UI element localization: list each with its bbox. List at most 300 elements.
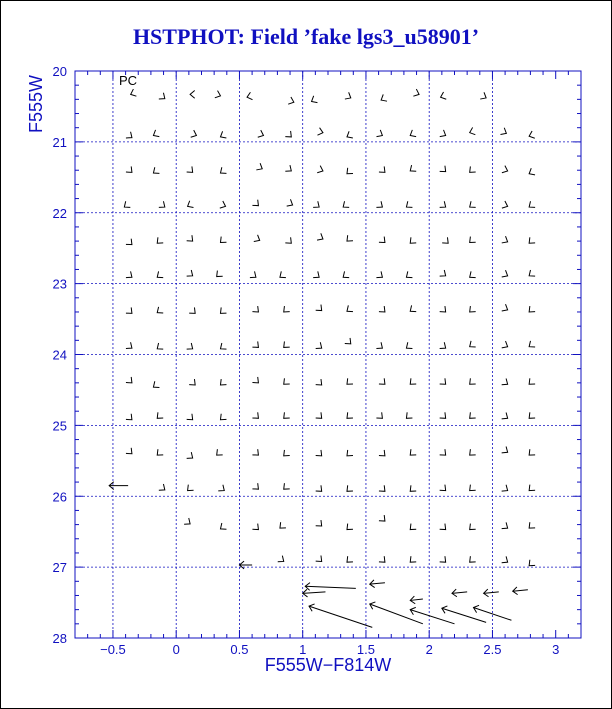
vector-mark [410, 130, 416, 137]
vector-mark [126, 239, 132, 245]
vector-head [470, 306, 476, 312]
vector-mark [217, 271, 223, 277]
vector-mark [529, 237, 535, 243]
vector-head [252, 341, 258, 347]
vector-mark [347, 235, 353, 241]
vector-head [347, 305, 353, 311]
vector-head [217, 449, 223, 455]
vector-head [189, 379, 195, 385]
vector-head [470, 524, 476, 530]
vector-mark [254, 235, 260, 242]
vector-mark [187, 270, 193, 276]
vector-mark [220, 523, 226, 529]
vector-head [312, 96, 318, 103]
vector-head [376, 412, 382, 418]
vector-mark [157, 271, 163, 277]
vector-mark [345, 92, 351, 99]
vector-mark [126, 271, 132, 277]
vector-mark [502, 556, 508, 562]
vector-head [529, 522, 535, 528]
vector-mark [502, 412, 508, 418]
vector-mark [410, 165, 416, 171]
vector-mark [502, 447, 508, 453]
vector-mark [184, 518, 190, 524]
vector-mark [159, 201, 165, 207]
vector-mark [529, 131, 535, 138]
vector-head [502, 201, 508, 208]
vector-head [470, 378, 476, 384]
vector-head [470, 556, 476, 562]
vector-mark [126, 377, 132, 383]
vector-mark [347, 524, 353, 530]
vector-mark [502, 341, 508, 348]
vector-mark [370, 580, 385, 588]
vector-mark [316, 342, 322, 348]
vector-mark [187, 452, 193, 458]
vector-mark [529, 201, 535, 207]
vector-mark [316, 412, 322, 418]
vector-mark [440, 130, 446, 137]
vector-mark [278, 556, 284, 562]
vector-mark [187, 235, 193, 241]
vector-mark [126, 342, 132, 348]
vector-mark [284, 378, 290, 384]
vector-mark [470, 449, 476, 455]
vector-head [480, 92, 486, 99]
vector-mark [252, 377, 258, 383]
vector-mark [159, 484, 165, 490]
vector-head [256, 163, 262, 170]
vector-mark [187, 343, 193, 349]
vector-head [287, 199, 293, 206]
vector-mark [376, 201, 382, 207]
vector-mark [220, 307, 226, 313]
vector-head [440, 556, 446, 562]
vector-mark [252, 200, 258, 206]
vector-mark [303, 589, 326, 597]
vector-mark [312, 96, 318, 103]
vector-mark [440, 449, 446, 455]
vector-head [376, 201, 382, 207]
vector-mark [470, 127, 476, 134]
vector-mark [288, 97, 294, 104]
vector-mark [285, 237, 291, 243]
vector-head [187, 414, 193, 420]
vector-mark [529, 485, 535, 491]
vector-mark [153, 167, 159, 173]
vector-mark [126, 132, 132, 138]
vector-head [252, 449, 258, 455]
vector-head [280, 522, 286, 528]
vector-mark [284, 341, 290, 347]
vector-shaft [513, 590, 528, 591]
vector-shaft [410, 599, 423, 600]
vector-mark [502, 166, 508, 173]
y-tick-label: 23 [52, 276, 67, 292]
vector-head [347, 378, 353, 384]
vector-head [376, 271, 382, 277]
vector-head [220, 379, 226, 385]
vector-mark [529, 306, 535, 312]
vector-mark [377, 130, 383, 137]
vector-head [406, 201, 412, 207]
vector-mark [379, 378, 385, 384]
grid-lines [75, 71, 581, 638]
vector-shaft [442, 608, 486, 622]
vector-mark [157, 237, 163, 243]
vector-head [126, 132, 132, 138]
y-tick-label: 21 [52, 134, 67, 150]
vector-head [153, 381, 159, 387]
vector-mark [190, 91, 195, 99]
vector-mark [215, 91, 221, 98]
vector-head [285, 237, 291, 243]
vector-mark [126, 166, 132, 172]
vector-mark [470, 341, 476, 347]
vector-mark [252, 524, 258, 530]
vector-head [189, 307, 195, 313]
vector-mark [347, 131, 353, 138]
vector-mark [280, 522, 286, 528]
vector-mark [410, 485, 416, 491]
vector-mark [513, 587, 528, 595]
vector-head [126, 166, 132, 172]
vector-mark [452, 589, 467, 597]
vector-head [252, 524, 258, 530]
vector-mark [258, 130, 264, 137]
vector-shaft [370, 583, 385, 584]
vector-mark [250, 271, 256, 277]
vector-mark [189, 307, 195, 313]
vector-head [440, 270, 446, 276]
vector-head [470, 271, 476, 277]
y-axis-title: F555W [26, 74, 46, 134]
vector-mark [406, 412, 412, 418]
vector-mark [347, 450, 353, 456]
vector-mark [218, 485, 224, 491]
vector-head [502, 166, 508, 173]
vector-mark [529, 168, 535, 175]
vector-head [316, 305, 322, 311]
vector-head [343, 271, 349, 277]
vector-mark [124, 201, 130, 207]
vector-head [187, 270, 193, 276]
panel-label: PC [118, 73, 138, 89]
vector-head [470, 341, 476, 347]
vector-head [343, 201, 349, 207]
vector-head [529, 560, 535, 566]
vector-head [220, 414, 226, 420]
vector-head [406, 271, 412, 277]
vector-head [440, 201, 446, 207]
vector-head [410, 524, 416, 530]
vector-head [187, 166, 193, 172]
vector-mark [529, 412, 535, 418]
vector-head [317, 166, 323, 173]
vector-mark [126, 448, 132, 454]
vector-mark [442, 237, 448, 243]
vector-head [441, 92, 447, 99]
vector-mark [502, 378, 508, 384]
vector-mark [220, 131, 226, 138]
vector-mark [379, 515, 385, 521]
vector-head [502, 378, 508, 384]
vector-shaft [309, 606, 372, 627]
vector-mark [529, 522, 535, 528]
vector-head [379, 450, 385, 456]
axis-ticks [53, 64, 581, 657]
vector-mark [347, 305, 353, 311]
vector-head [470, 127, 476, 134]
vector-mark [529, 270, 535, 276]
vector-mark [220, 201, 226, 208]
vector-head [502, 341, 508, 348]
vector-head [258, 130, 264, 137]
vector-mark [442, 606, 486, 622]
vector-head [529, 237, 535, 243]
vector-head [159, 484, 165, 490]
vector-mark [252, 483, 258, 489]
vector-head [250, 271, 256, 277]
y-tick-label: 22 [52, 205, 67, 221]
vector-head [440, 378, 446, 384]
vector-mark [153, 130, 159, 137]
vector-mark [280, 271, 286, 277]
vector-mark [217, 449, 223, 455]
vector-head [442, 237, 448, 243]
x-tick-label: 0.5 [230, 642, 249, 657]
vector-mark [440, 166, 446, 172]
vector-head [470, 166, 476, 172]
vector-head [440, 449, 446, 455]
vector-head [284, 378, 290, 384]
vector-head [379, 556, 385, 562]
vector-head [126, 448, 132, 454]
vector-head [470, 201, 476, 207]
vector-head [284, 450, 290, 456]
vector-head [502, 522, 508, 528]
vector-head [502, 236, 508, 243]
vector-head [184, 518, 190, 524]
vector-head [410, 378, 416, 384]
vector-head [254, 235, 260, 242]
vector-head [187, 235, 193, 241]
vector-mark [413, 89, 419, 96]
vector-mark [440, 524, 446, 530]
vector-head [126, 307, 132, 313]
vector-head [280, 271, 286, 277]
vector-head [529, 270, 535, 276]
vector-mark [188, 201, 194, 208]
vector-head [247, 92, 252, 99]
vector-head [126, 414, 132, 420]
vector-mark [381, 94, 387, 101]
vector-head [159, 201, 165, 207]
vector-head [500, 128, 506, 135]
vector-mark [345, 338, 351, 344]
vector-mark [313, 271, 319, 277]
vector-mark [188, 485, 194, 491]
vector-head [377, 130, 383, 137]
vector-mark [316, 555, 322, 561]
vector-mark [502, 236, 508, 243]
vector-mark [220, 237, 226, 243]
vector-mark [379, 237, 385, 243]
vector-head [284, 341, 290, 347]
vector-mark [256, 163, 262, 170]
vector-head [529, 201, 535, 207]
vector-shaft [303, 592, 326, 593]
vector-mark [406, 201, 412, 207]
y-tick-label: 27 [52, 560, 67, 576]
vector-mark [343, 271, 349, 277]
vector-head [410, 556, 416, 562]
vector-mark [440, 270, 446, 276]
vector-shaft [484, 592, 499, 593]
vector-head [284, 412, 290, 418]
vector-head [316, 450, 322, 456]
vector-shaft [473, 608, 511, 621]
vector-mark [189, 379, 195, 385]
vector-head [153, 130, 159, 137]
vector-mark [440, 412, 446, 418]
vector-mark [191, 130, 197, 137]
vector-head [252, 200, 258, 206]
vector-mark [470, 485, 476, 491]
vector-head [316, 485, 322, 491]
vector-head [157, 271, 163, 277]
vector-mark [284, 412, 290, 418]
vector-mark [502, 304, 508, 311]
vector-mark [406, 271, 412, 277]
vector-mark [247, 92, 252, 99]
vector-mark [470, 201, 476, 207]
vector-mark [284, 483, 290, 489]
vector-head [316, 342, 322, 348]
vector-head [410, 237, 416, 243]
vector-head [126, 271, 132, 277]
vector-mark [379, 556, 385, 562]
vector-mark [440, 378, 446, 384]
vector-head [316, 555, 322, 561]
vector-shaft [305, 586, 356, 588]
y-tick-label: 20 [52, 64, 67, 79]
vector-mark [153, 381, 159, 387]
vector-mark [347, 168, 353, 174]
vector-mark [376, 271, 382, 277]
vector-mark [502, 201, 508, 208]
vector-head [440, 485, 446, 491]
vector-mark [410, 524, 416, 530]
vector-head [470, 237, 476, 243]
vector-mark [529, 378, 535, 384]
vector-mark [347, 378, 353, 384]
vector-mark [502, 522, 508, 528]
vector-head [345, 338, 351, 344]
vector-head [191, 130, 197, 137]
vector-mark [317, 233, 323, 240]
vector-head [288, 97, 294, 104]
vector-mark [285, 131, 291, 137]
vector-mark [157, 343, 163, 349]
vector-head [157, 449, 163, 455]
vector-head [131, 89, 137, 96]
vector-head [285, 131, 291, 137]
vector-mark [484, 589, 499, 597]
vector-head [376, 342, 382, 348]
vector-head [284, 306, 290, 312]
vector-head [470, 485, 476, 491]
vector-mark [376, 412, 382, 418]
vector-mark [131, 89, 137, 96]
vector-head [410, 305, 416, 311]
vector-head [157, 412, 163, 418]
vector-mark [157, 449, 163, 455]
vector-shaft [370, 604, 423, 624]
vector-head [252, 377, 258, 383]
vector-head [347, 131, 353, 138]
vector-head [157, 307, 163, 313]
vector-head [406, 412, 412, 418]
vector-mark [410, 596, 423, 604]
vector-mark [220, 414, 226, 420]
vector-head [347, 412, 353, 418]
vector-head [220, 343, 226, 349]
x-tick-label: 3 [552, 642, 560, 657]
vector-mark [480, 92, 486, 99]
vector-mark [470, 237, 476, 243]
vector-head [220, 167, 226, 173]
vector-mark [157, 307, 163, 313]
vector-head [379, 378, 385, 384]
vector-head [379, 237, 385, 243]
vector-mark [470, 524, 476, 530]
y-tick-label: 28 [52, 631, 67, 646]
vector-mark [284, 306, 290, 312]
x-tick-label: 0 [172, 642, 180, 657]
vector-head [347, 524, 353, 530]
vector-mark [502, 485, 508, 491]
vector-head [379, 306, 385, 312]
vector-mark [379, 306, 385, 312]
vector-head [502, 412, 508, 418]
vector-mark [410, 305, 416, 311]
vector-head [159, 93, 165, 99]
vector-head [220, 523, 226, 529]
vector-mark [502, 270, 508, 277]
vector-mark [220, 343, 226, 349]
vector-head [157, 343, 163, 349]
vector-head [440, 342, 446, 348]
vector-mark [440, 306, 446, 312]
vector-mark [109, 482, 128, 490]
vector-head [529, 485, 535, 491]
vector-mark [370, 602, 423, 624]
vector-head [126, 239, 132, 245]
vector-head [502, 270, 508, 277]
vector-mark [187, 166, 193, 172]
vector-mark [347, 485, 353, 491]
vector-head [252, 306, 258, 312]
vector-head [413, 89, 419, 96]
vector-head [529, 449, 535, 455]
vector-mark [187, 414, 193, 420]
vector-mark [126, 414, 132, 420]
vector-mark [220, 167, 226, 173]
vector-head [381, 94, 387, 101]
vector-head [284, 483, 290, 489]
vector-mark [239, 561, 252, 569]
